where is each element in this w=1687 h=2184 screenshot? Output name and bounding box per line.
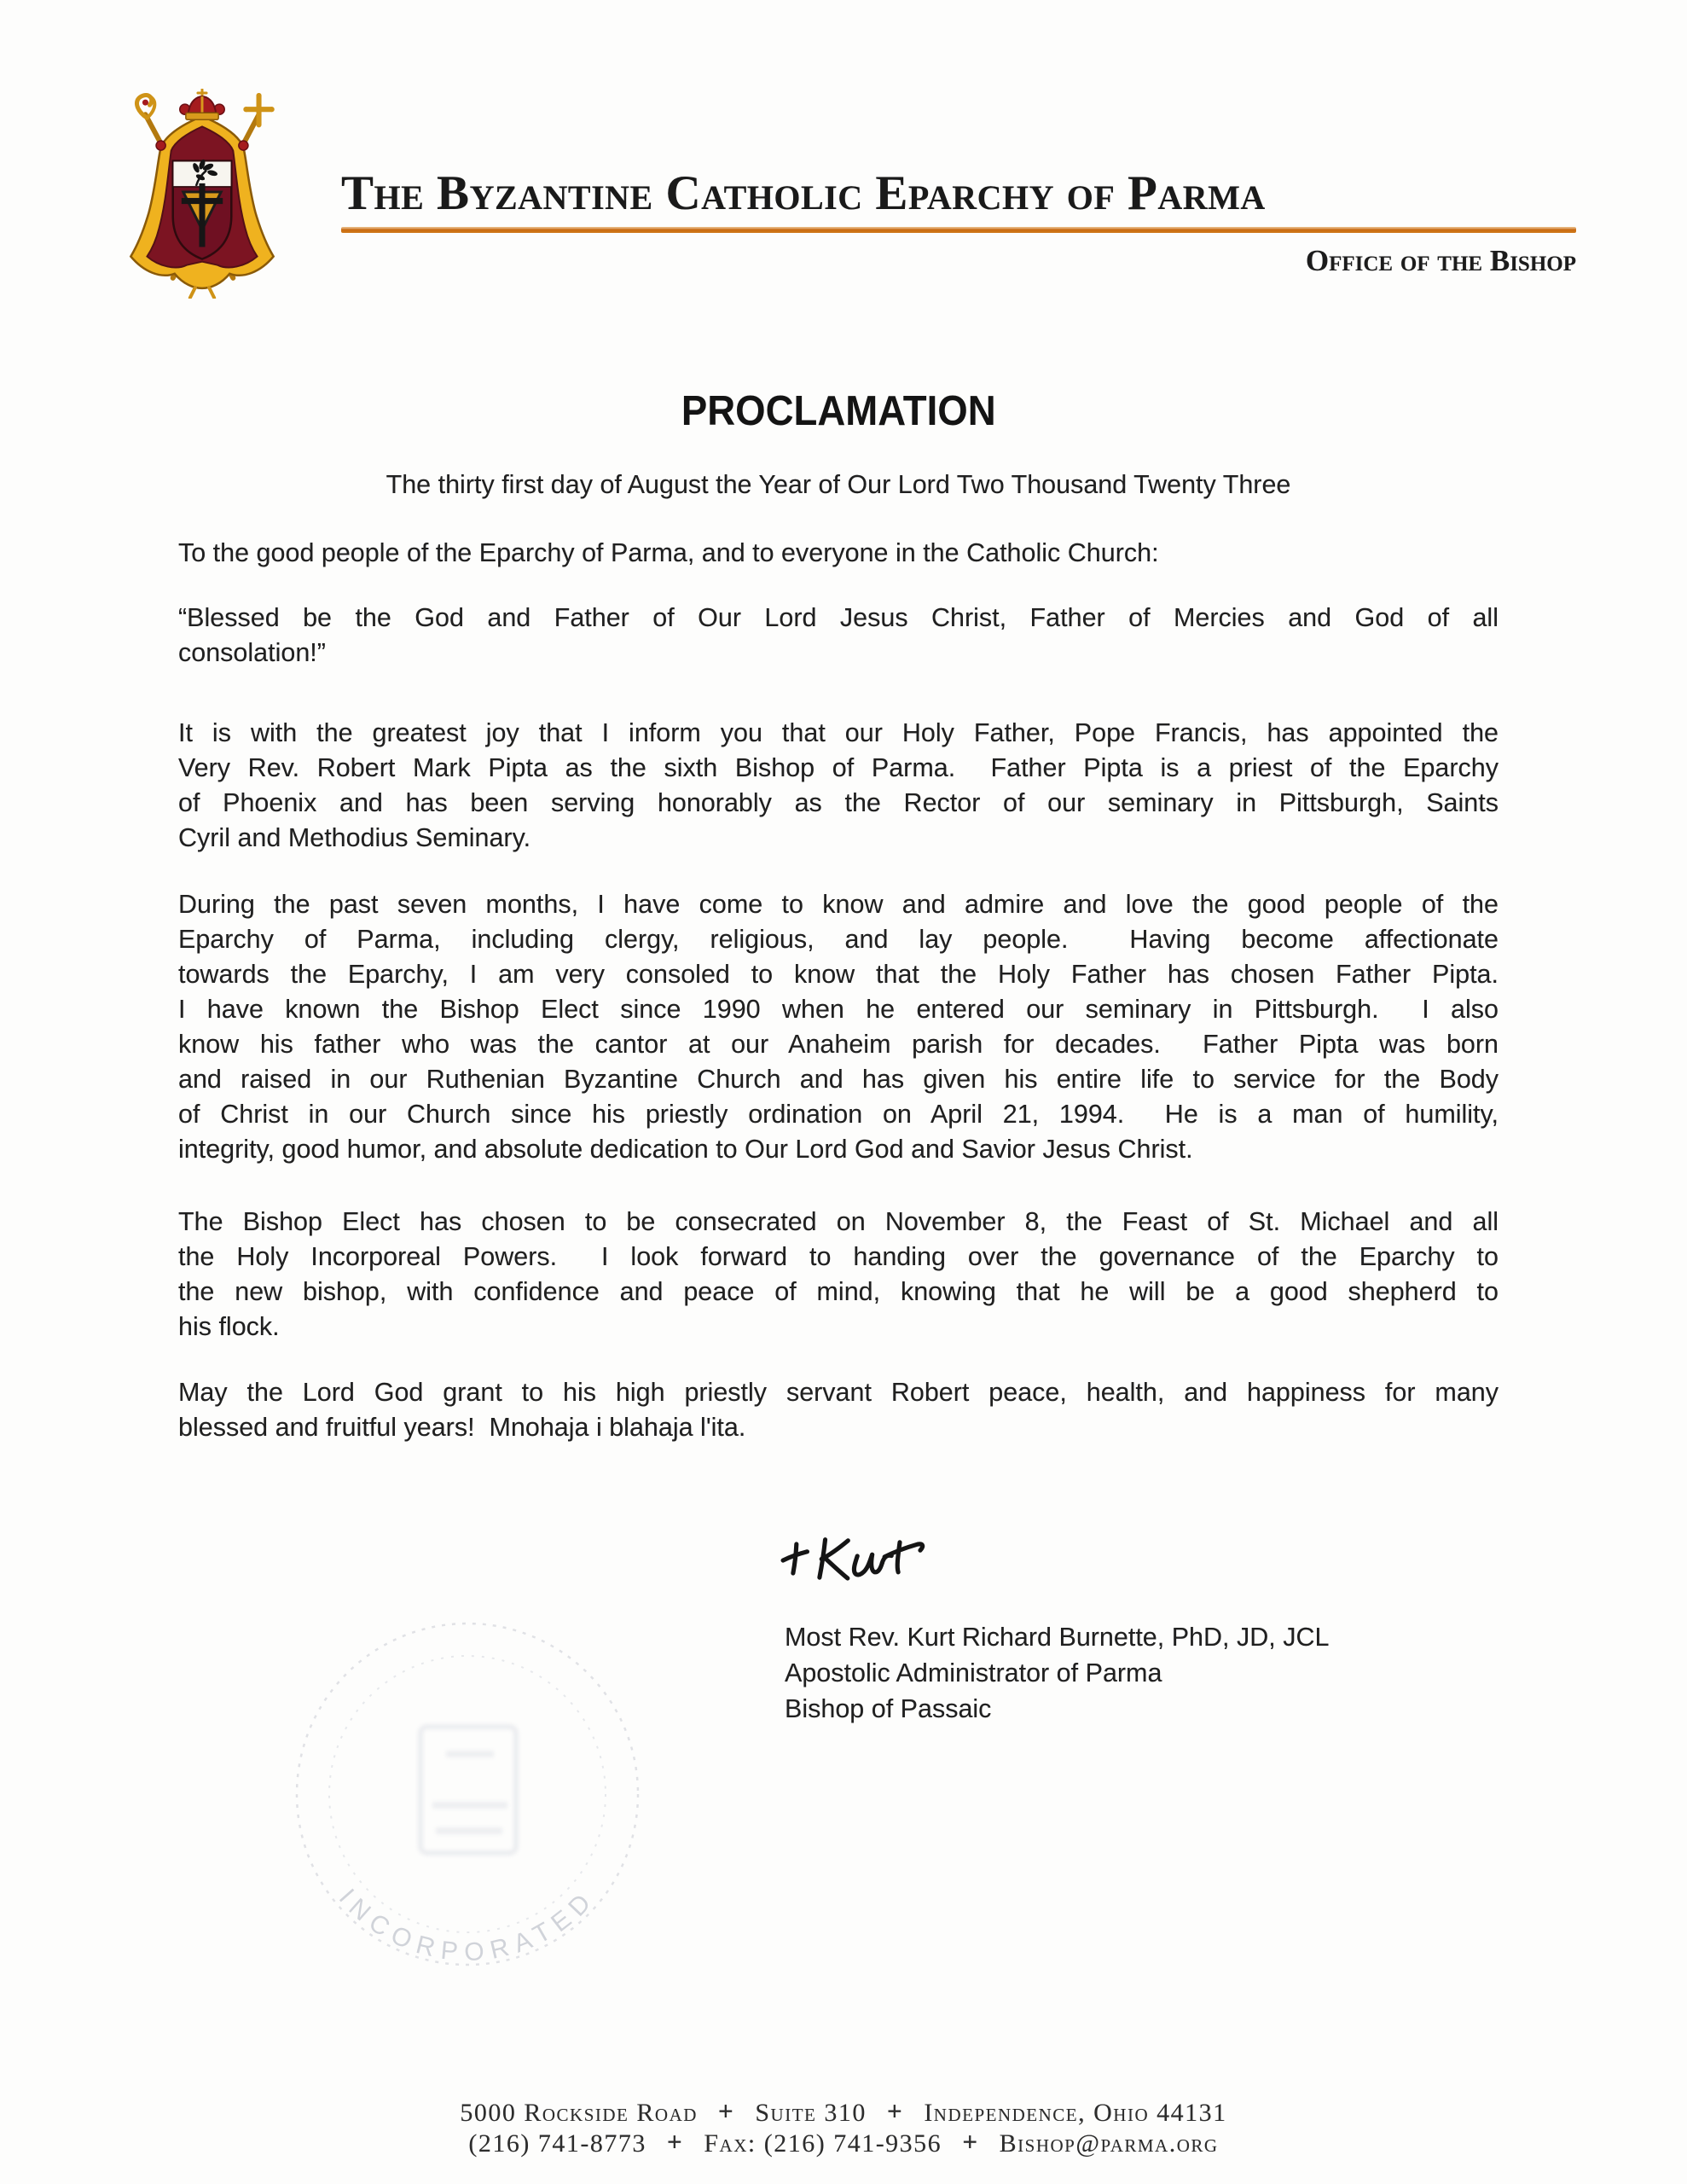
signatory-name: Most Rev. Kurt Richard Burnette, PhD, JD, JCL: [785, 1623, 1330, 1652]
paragraph-line: During the past seven months, I have come to know and admire and love the good people of the: [178, 890, 1499, 919]
paragraph-line: the Holy Incorporeal Powers. I look forward to handing over the governance of the Eparchy to: [178, 1242, 1499, 1271]
seal-inner-emblem: [420, 1727, 516, 1853]
crown-icon: [180, 90, 224, 119]
organization-name: The Byzantine Catholic Eparchy of Parma: [341, 166, 1266, 220]
paragraph-line: The Bishop Elect has chosen to be consecrated on November 8, the Feast of St. Michael and all: [178, 1207, 1499, 1236]
paragraph-line: blessed and fruitful years! Mnohaja i blahaja l'ita.: [178, 1413, 746, 1442]
footer-text-part: Suite 310: [755, 2099, 867, 2127]
paragraph-line: “Blessed be the God and Father of Our Lord Jesus Christ, Father of Mercies and God of all: [178, 603, 1499, 632]
seal-incorporated-text: INCORPORATED: [333, 1883, 602, 1967]
paragraph-line: know his father who was the cantor at our Anaheim parish for decades. Father Pipta was born: [178, 1030, 1499, 1059]
footer-text-part: Bishop@parma.org: [999, 2129, 1219, 2158]
paragraph-line: Eparchy of Parma, including clergy, religious, and lay people. Having become affectionate: [178, 925, 1499, 954]
cross-separator-icon: +: [666, 2127, 684, 2157]
proclamation-title-text: PROCLAMATION: [681, 388, 996, 434]
paragraph-final-blessing: [178, 1375, 1499, 1445]
cross-separator-icon: +: [717, 2096, 735, 2126]
date-line: The thirty first day of August the Year of Our Lord Two Thousand Twenty Three: [386, 470, 1291, 499]
footer-address-line: [0, 2097, 1687, 2128]
footer-text-part: Independence, Ohio 44131: [924, 2099, 1227, 2127]
paragraph-about-father-pipta: [178, 887, 1499, 1167]
paragraph-appointment-announcement: [178, 716, 1499, 856]
footer-text-part: Fax: (216) 741-9356: [704, 2129, 942, 2158]
footer-text-part: 5000 Rockside Road: [460, 2099, 698, 2127]
paragraph-line: consolation!”: [178, 638, 326, 667]
handwritten-signature: [778, 1527, 942, 1596]
paragraph-line: May the Lord God grant to his high priestly servant Robert peace, health, and happiness for many: [178, 1378, 1499, 1407]
letterhead-divider-rule: [341, 227, 1576, 233]
signatory-title-administrator: Apostolic Administrator of Parma: [785, 1658, 1162, 1687]
paragraph-line: the new bishop, with confidence and peace of mind, knowing that he will be a good shepherd to: [178, 1277, 1499, 1306]
cross-staff-icon: [243, 93, 274, 125]
cross-separator-icon: +: [962, 2127, 979, 2157]
paragraph-line: Very Rev. Robert Mark Pipta as the sixth Bishop of Parma. Father Pipta is a priest of the Eparchy: [178, 753, 1499, 782]
footer-text-part: (216) 741-8773: [468, 2129, 646, 2158]
cross-separator-icon: +: [886, 2096, 904, 2126]
paragraph-line: It is with the greatest joy that I inform you that our Holy Father, Pope Francis, has appointed the: [178, 718, 1499, 747]
embossed-seal: [291, 1618, 644, 1971]
office-of-the-bishop-label: Office of the Bishop: [1305, 244, 1576, 277]
paragraph-line: I have known the Bishop Elect since 1990 when he entered our seminary in Pittsburgh. I also: [178, 995, 1499, 1024]
paragraph-line: of Christ in our Church since his priestly ordination on April 21, 1994. He is a man of humility,: [178, 1100, 1499, 1129]
paragraph-line: integrity, good humor, and absolute dedication to Our Lord God and Savior Jesus Christ.: [178, 1135, 1193, 1164]
eparchy-crest-logo: [107, 89, 297, 299]
signature-block: [785, 1619, 1329, 1727]
paragraph-line: towards the Eparchy, I am very consoled to know that the Holy Father has chosen Father Pipta.: [178, 960, 1499, 989]
paragraph-line: Cyril and Methodius Seminary.: [178, 823, 531, 852]
proclamation-title: [178, 387, 1499, 435]
paragraph-consecration-plans: [178, 1205, 1499, 1345]
footer-contact-line: [0, 2128, 1687, 2158]
paragraph-line: of Phoenix and has been serving honorably as the Rector of our seminary in Pittsburgh, Saints: [178, 788, 1499, 817]
paragraph-line: his flock.: [178, 1312, 280, 1341]
paragraph-line: and raised in our Ruthenian Byzantine Church and has given his entire life to service for the Body: [178, 1065, 1499, 1094]
crozier-icon: [136, 95, 154, 118]
paragraph-blessing-quote: [178, 601, 1499, 671]
salutation-line: To the good people of the Eparchy of Parma, and to everyone in the Catholic Church:: [178, 538, 1159, 567]
signatory-title-bishop: Bishop of Passaic: [785, 1694, 992, 1723]
